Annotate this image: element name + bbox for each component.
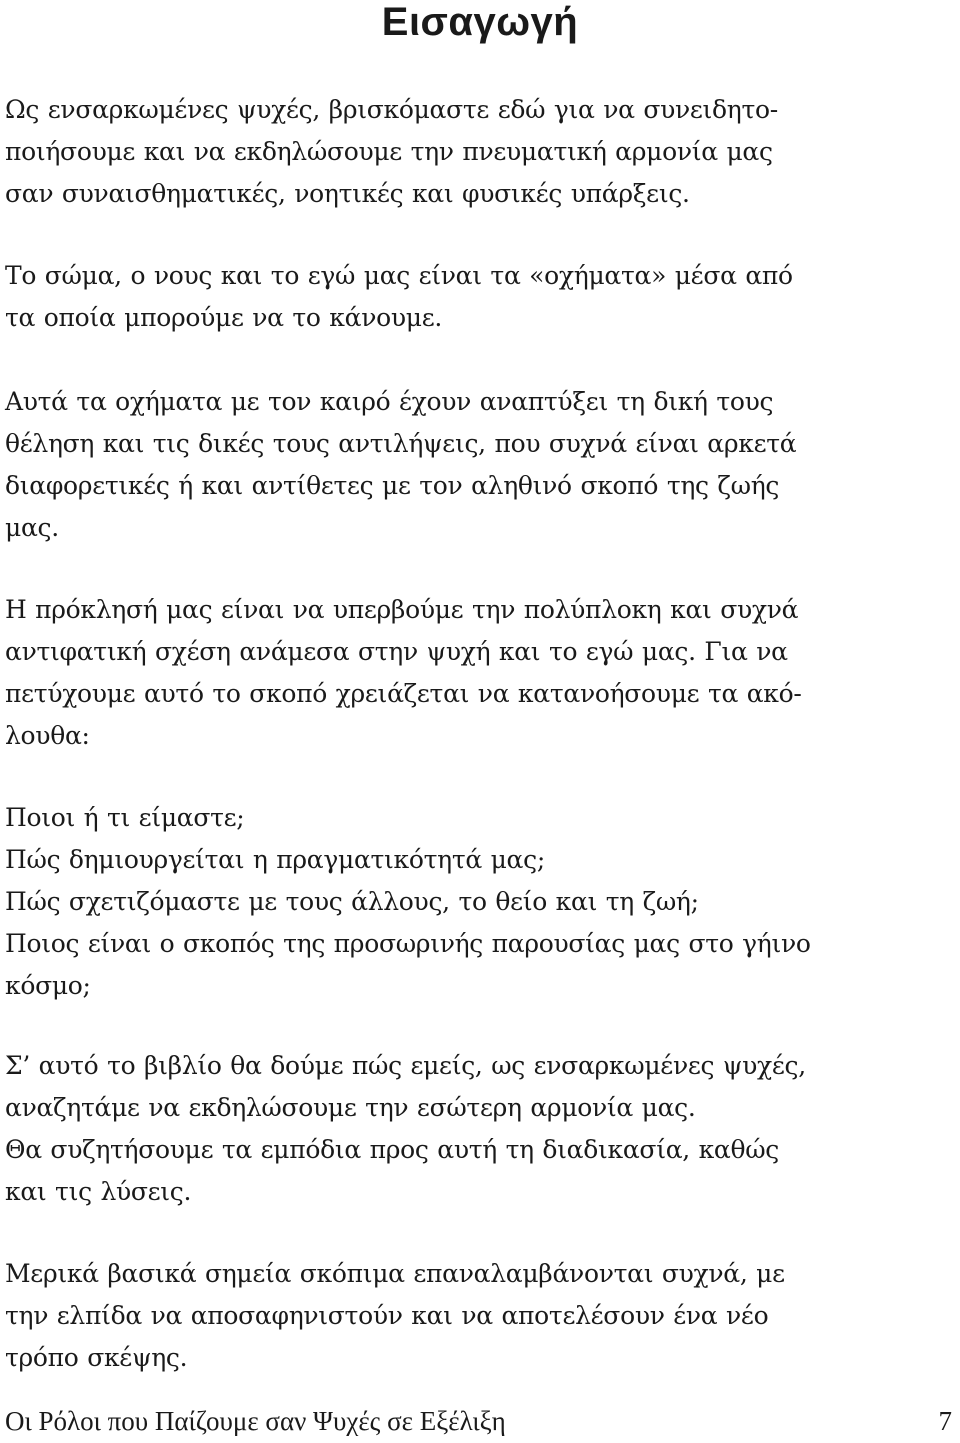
text-line: Αυτά τα οχήματα με τον καιρό έχουν αναπτύξει τη δική τους (5, 387, 774, 416)
text-line: αναζητάμε να εκδηλώσουμε την εσώτερη αρμονία μας. (5, 1093, 696, 1122)
paragraph-7 (5, 1253, 955, 1379)
text-line: Το σώμα, ο νους και το εγώ μας είναι τα «οχήματα» μέσα από (5, 261, 793, 290)
text-line: και τις λύσεις. (5, 1177, 192, 1206)
questions-list (5, 797, 955, 1007)
text-line: διαφορετικές ή και αντίθετες με τον αληθινό σκοπό της ζωής (5, 471, 780, 500)
text-line: Η πρόκλησή μας είναι να υπερβούμε την πολύπλοκη και συχνά (5, 595, 799, 624)
text-line: μας. (5, 513, 59, 542)
text-line: ποιήσουμε και να εκδηλώσουμε την πνευματική αρμονία μας (5, 137, 773, 166)
paragraph-4 (5, 589, 955, 757)
chapter-title: Εισαγωγή (381, 0, 579, 44)
page-number: 7 (938, 1406, 952, 1436)
text-line: τρόπο σκέψης. (5, 1343, 188, 1372)
text-line: αντιφατική σχέση ανάμεσα στην ψυχή και το εγώ μας. Για να (5, 637, 788, 666)
text-line: τα οποία μπορούμε να το κάνουμε. (5, 303, 443, 332)
question-line: Πώς σχετιζόμαστε με τους άλλους, το θείο και τη ζωή; (5, 887, 699, 916)
text-line: Μερικά βασικά σημεία σκόπιμα επαναλαμβάνονται συχνά, με (5, 1259, 785, 1288)
question-line: κόσμο; (5, 971, 91, 1000)
text-line: Θα συζητήσουμε τα εμπόδια προς αυτή τη διαδικασία, καθώς (5, 1135, 780, 1164)
text-line: σαν συναισθηματικές, νοητικές και φυσικές υπάρξεις. (5, 179, 690, 208)
text-line: πετύχουμε αυτό το σκοπό χρειάζεται να κατανοήσουμε τα ακό- (5, 679, 802, 708)
question-line: Ποιοι ή τι είμαστε; (5, 803, 245, 832)
paragraph-1 (5, 89, 955, 215)
question-line: Ποιος είναι ο σκοπός της προσωρινής παρουσίας μας στο γήινο (5, 929, 811, 958)
paragraph-3 (5, 381, 955, 549)
text-line: Ως ενσαρκωμένες ψυχές, βρισκόμαστε εδώ για να συνειδητο- (5, 95, 778, 124)
text-line: θέληση και τις δικές τους αντιλήψεις, που συχνά είναι αρκετά (5, 429, 797, 458)
running-footer-title: Οι Ρόλοι που Παίζουμε σαν Ψυχές σε Εξέλιξη (5, 1406, 506, 1436)
text-line: την ελπίδα να αποσαφηνιστούν και να αποτελέσουν ένα νέο (5, 1301, 769, 1330)
paragraph-6 (5, 1045, 955, 1213)
paragraph-2 (5, 255, 955, 339)
text-line: λουθα: (5, 721, 90, 750)
question-line: Πώς δημιουργείται η πραγματικότητά μας; (5, 845, 545, 874)
text-line: Σ’ αυτό το βιβλίο θα δούμε πώς εμείς, ως ενσαρκωμένες ψυχές, (5, 1051, 806, 1080)
